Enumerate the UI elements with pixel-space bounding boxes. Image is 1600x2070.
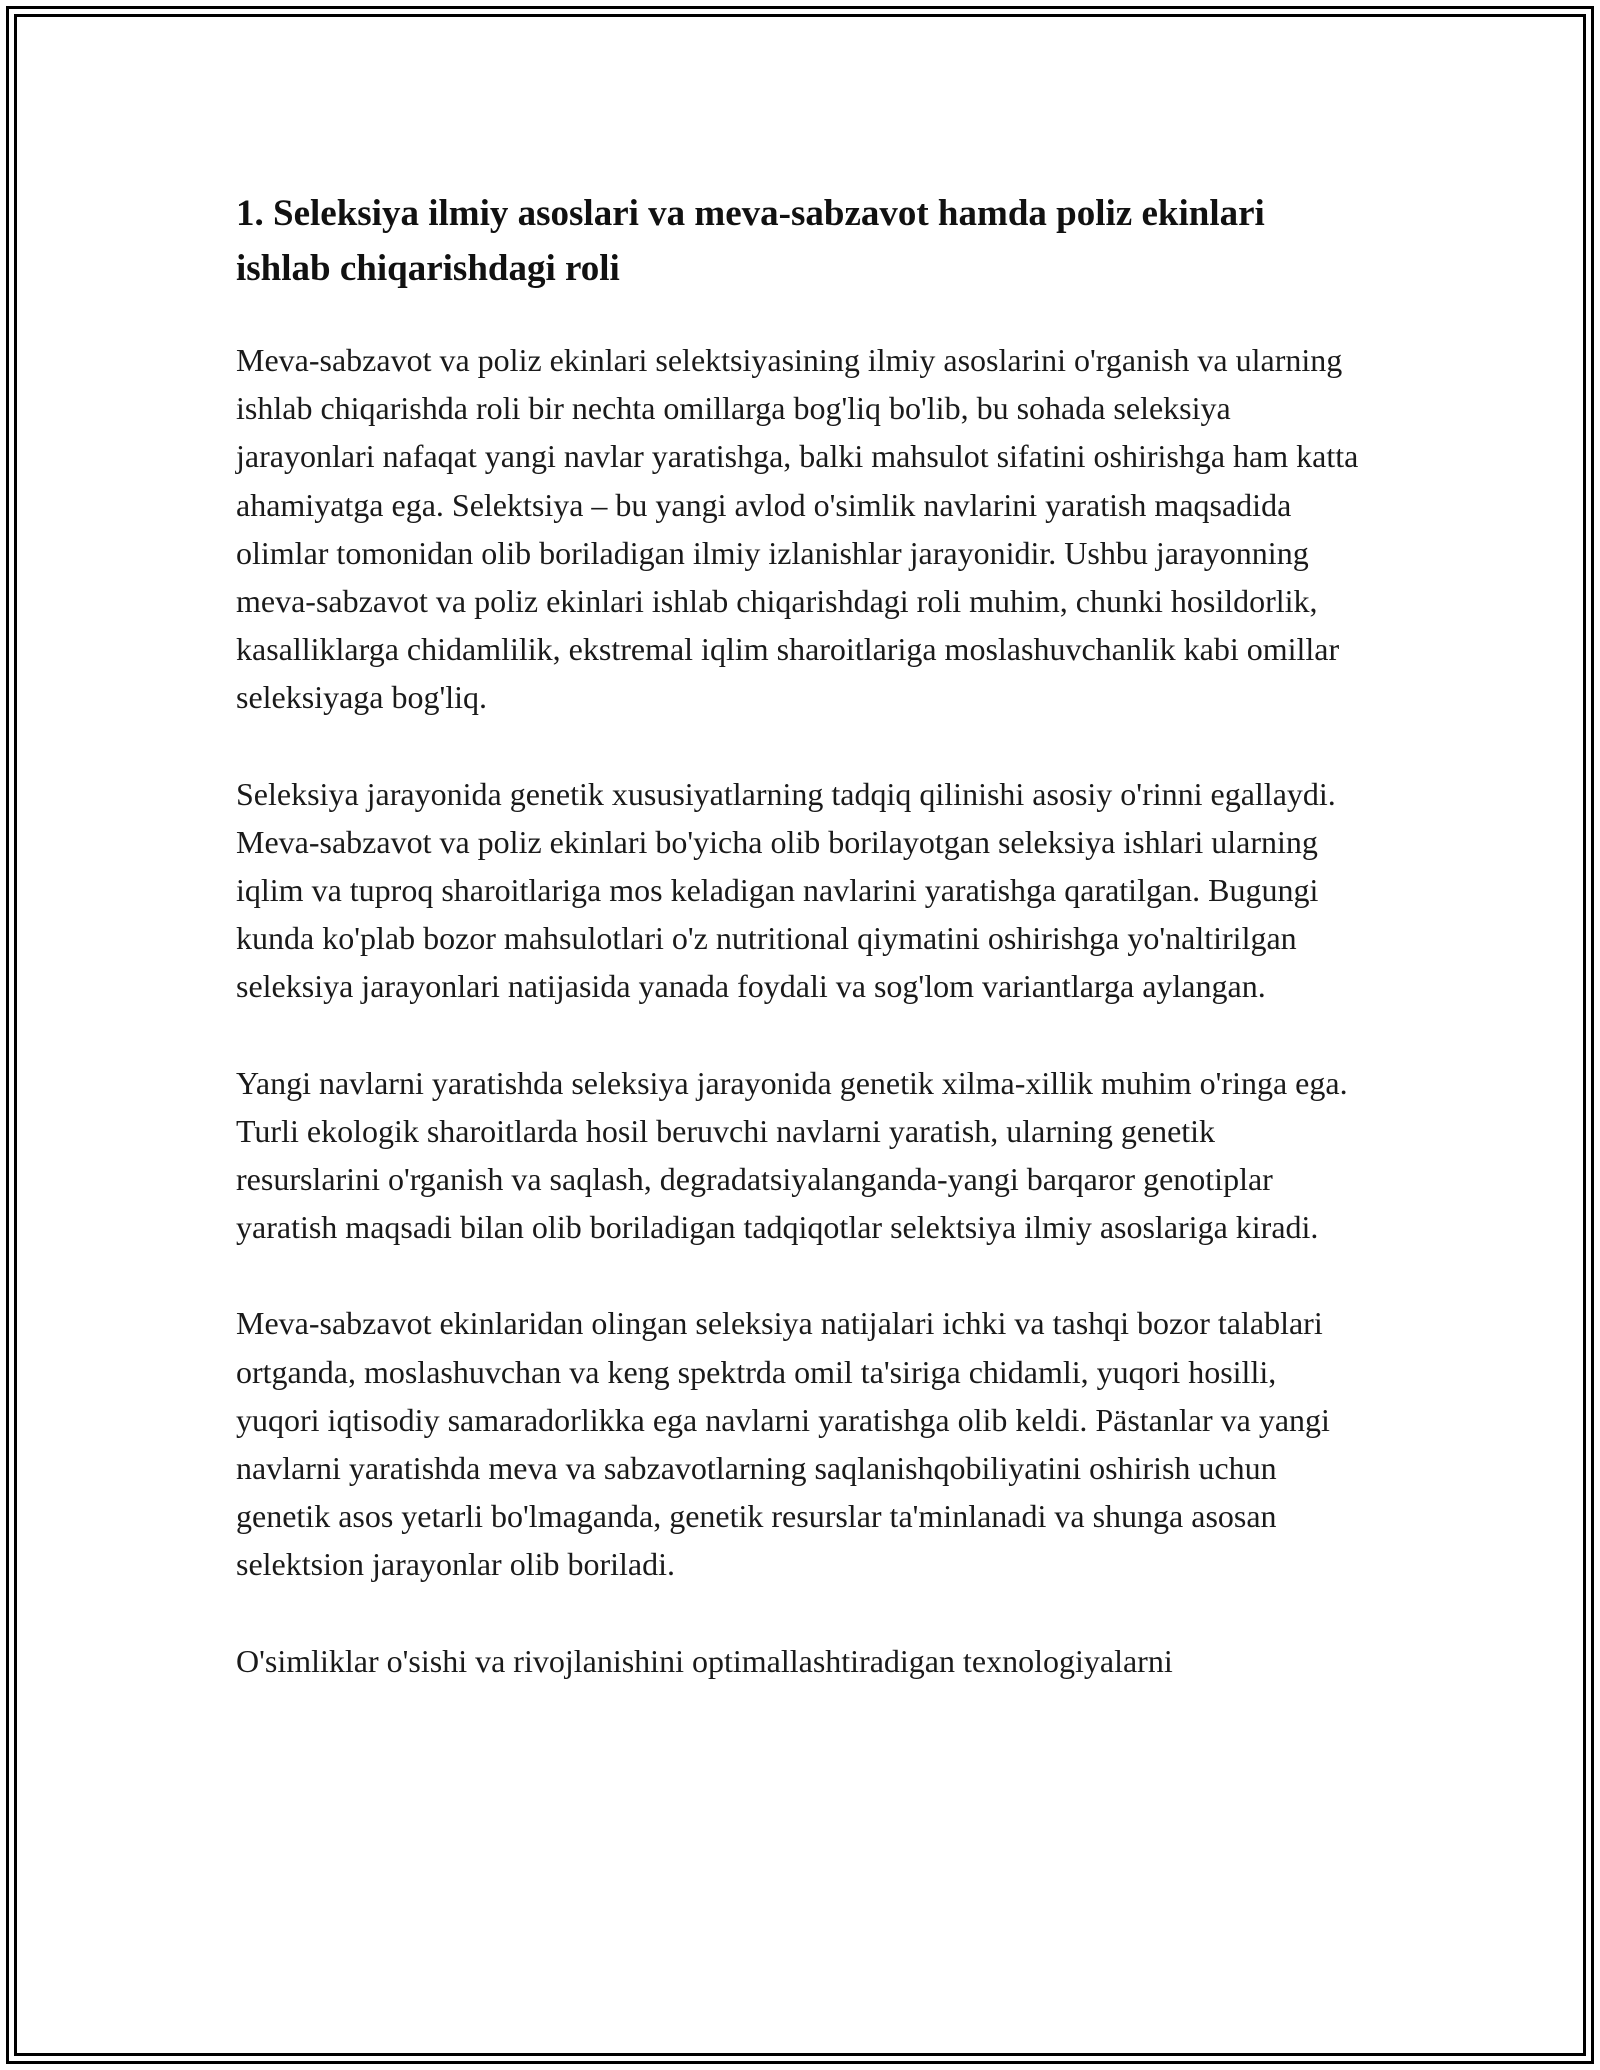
paragraph-4: Meva-sabzavot ekinlaridan olingan seleksiya natijalari ichki va tashqi bozor talablari ortganda, moslashuvchan va keng spektrda omil ta'siriga chidamli, yuqori hosilli, yuqori iqtisodiy samaradorlikka ega navlarni yaratishga olib keldi. Pästanlar va yangi navlarni yaratishda meva va sabzavotlarning saqlanishqobiliyatini oshirish uchun genetik asos yetarli bo'lmaganda, genetik resurslar ta'minlanadi va shunga asosan selektsion jarayonlar olib boriladi. bbox=[236, 1305, 1330, 1583]
document-body bbox=[236, 186, 1366, 1733]
paragraph-3: Yangi navlarni yaratishda seleksiya jarayonida genetik xilma-xillik muhim o'ringa ega. Turli ekologik sharoitlarda hosil beruvchi navlarni yaratish, ularning genetik resurslarini o'rganish va saqlash, degradatsiyalanganda-yangi barqaror genotiplar yaratish maqsadi bilan olib boriladigan tadqiqotlar selektsiya ilmiy asoslariga kiradi. bbox=[236, 1064, 1348, 1246]
section-heading: 1. Seleksiya ilmiy asoslari va meva-sabzavot hamda poliz ekinlari ishlab chiqarishdagi roli bbox=[236, 193, 1265, 289]
paragraph-2: Seleksiya jarayonida genetik xususiyatlarning tadqiq qilinishi asosiy o'rinni egallaydi. Meva-sabzavot va poliz ekinlari bo'yicha olib borilayotgan seleksiya ishlari ularning iqlim va tuproq sharoitlariga mos keladigan navlarini yaratishga qaratilgan. Bugungi kunda ko'plab bozor mahsulotlari o'z nutritional qiymatini oshirishga yo'naltirilgan seleksiya jarayonlari natijasida yanada foydali va sog'lom variantlarga aylangan. bbox=[236, 775, 1336, 1005]
paragraph-5: O'simliklar o'sishi va rivojlanishini optimallashtiradigan texnologiyalarni bbox=[236, 1642, 1173, 1679]
paragraph-1: Meva-sabzavot va poliz ekinlari selektsiyasining ilmiy asoslarini o'rganish va ularning ishlab chiqarishda roli bir nechta omillarga bog'liq bo'lib, bu sohada seleksiya jarayonlari nafaqat yangi navlar yaratishga, balki mahsulot sifatini oshirishga ham katta ahamiyatga ega. Selektsiya – bu yangi avlod o'simlik navlarini yaratish maqsadida olimlar tomonidan olib boriladigan ilmiy izlanishlar jarayonidir. Ushbu jarayonning meva-sabzavot va poliz ekinlari ishlab chiqarishdagi roli muhim, chunki hosildorlik, kasalliklarga chidamlilik, ekstremal iqlim sharoitlariga moslashuvchanlik kabi omillar seleksiyaga bog'liq. bbox=[236, 342, 1359, 716]
